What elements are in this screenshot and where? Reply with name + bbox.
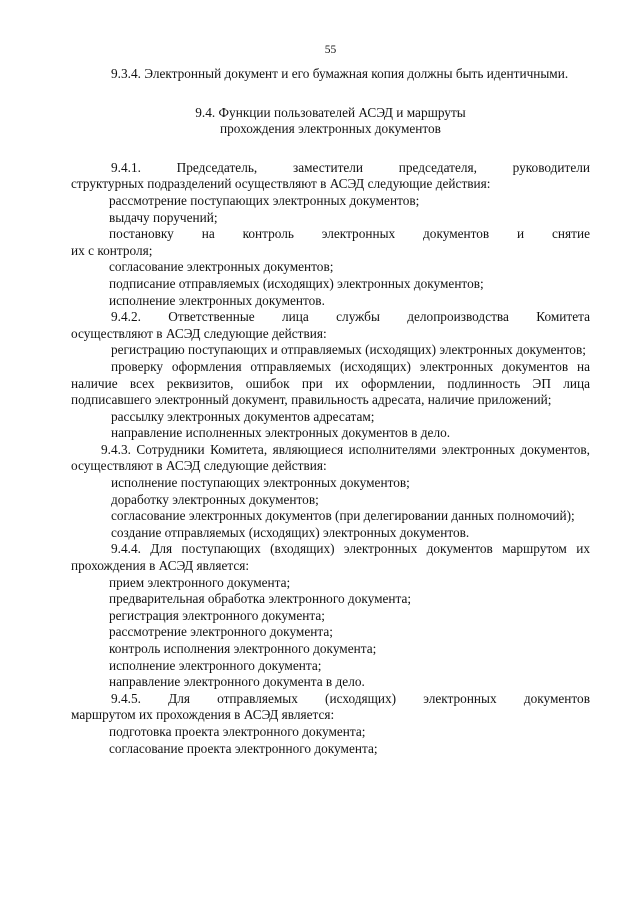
list-item: согласование проекта электронного документа; — [109, 740, 378, 756]
list-item: регистрация электронного документа; — [109, 607, 325, 623]
clause-9-4-1-line1: 9.4.1. Председатель, заместители председателя, руководители — [111, 159, 590, 175]
section-heading-line2: прохождения электронных документов — [220, 121, 441, 137]
clause-9-4-5-line1: 9.4.5. Для отправляемых (исходящих) электронных документов — [111, 690, 590, 706]
list-item-continuation: их с контроля; — [71, 242, 153, 258]
list-item: постановку на контроль электронных документов и снятие — [109, 226, 590, 242]
clause-9-4-2-line2: осуществляют в АСЭД следующие действия: — [71, 325, 327, 341]
list-item: контроль исполнения электронного документа; — [109, 641, 377, 656]
page-number: 55 — [324, 44, 337, 56]
document-body — [71, 66, 590, 757]
list-item: подготовка проекта электронного документа; — [109, 723, 366, 739]
list-item: выдачу поручений; — [109, 209, 218, 225]
list-item: доработку электронных документов; — [111, 491, 319, 507]
list-item: подписание отправляемых (исходящих) электронных документов; — [109, 275, 484, 291]
clause-9-4-2-line1: 9.4.2. Ответственные лица службы делопроизводства Комитета — [111, 309, 590, 325]
list-item: направление исполненных электронных документов в дело. — [111, 425, 451, 441]
list-item: исполнение электронных документов. — [109, 292, 325, 308]
clause-9-4-5-line2: маршрутом их прохождения в АСЭД является: — [71, 707, 335, 723]
list-item: проверку оформления отправляемых (исходящих) электронных документов на наличие всех реквизитов, ошибок при их оформлении, подлинность ЭП лица подписавшего электронный документ, правильность адресата, наличие приложений; — [71, 358, 590, 408]
section-heading-line1: 9.4. Функции пользователей АСЭД и маршруты — [195, 104, 466, 120]
list-item: регистрацию поступающих и отправляемых (исходящих) электронных документов; — [111, 342, 586, 358]
clause-9-4-1-line2: структурных подразделений осуществляют в АСЭД следующие действия: — [71, 176, 491, 192]
list-item: согласование электронных документов (при делегировании данных полномочий); — [111, 508, 575, 524]
section-heading — [71, 105, 590, 138]
clause-9-4-3: 9.4.3. Сотрудники Комитета, являющиеся исполнителями электронных документов, осуществляют в АСЭД следующие действия: — [71, 441, 590, 474]
clause-9-4-4: 9.4.4. Для поступающих (входящих) электронных документов маршрутом их прохождения в АСЭД является: — [71, 541, 590, 574]
list-item: рассмотрение поступающих электронных документов; — [109, 192, 420, 208]
list-item: рассмотрение электронного документа; — [109, 624, 333, 640]
list-item: согласование электронных документов; — [109, 259, 334, 275]
list-item: рассылку электронных документов адресатам; — [111, 408, 375, 424]
list-item: направление электронного документа в дело. — [109, 674, 365, 690]
list-item: предварительная обработка электронного документа; — [109, 591, 412, 607]
clause-9-3-4: 9.3.4. Электронный документ и его бумажная копия должны быть идентичными. — [111, 66, 569, 81]
list-item: создание отправляемых (исходящих) электронных документов. — [111, 524, 470, 540]
list-item: прием электронного документа; — [109, 574, 291, 590]
list-item: исполнение электронного документа; — [109, 657, 322, 673]
list-item: исполнение поступающих электронных документов; — [111, 475, 410, 491]
